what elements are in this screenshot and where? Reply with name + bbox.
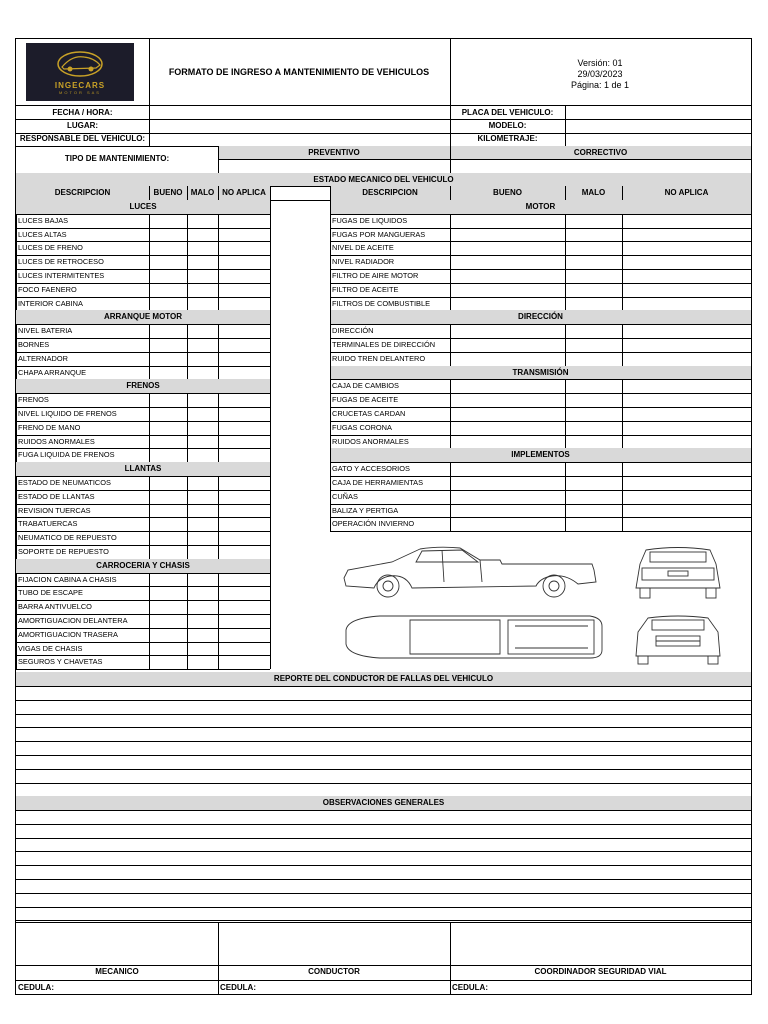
bueno-checkbox[interactable] — [451, 463, 565, 476]
checklist-item-label: NIVEL BATERIA — [18, 326, 73, 336]
bueno-checkbox[interactable] — [150, 229, 187, 242]
malo-checkbox[interactable] — [188, 229, 218, 242]
no-aplica-checkbox[interactable] — [219, 532, 270, 545]
bueno-checkbox[interactable] — [451, 353, 565, 366]
bueno-checkbox[interactable] — [451, 270, 565, 283]
bueno-checkbox[interactable] — [150, 422, 187, 435]
lugar-field[interactable] — [150, 120, 450, 133]
malo-checkbox[interactable] — [566, 505, 622, 518]
malo-checkbox[interactable] — [566, 242, 622, 255]
no-aplica-checkbox[interactable] — [219, 491, 270, 504]
malo-checkbox[interactable] — [188, 215, 218, 228]
preventivo-label: PREVENTIVO — [308, 148, 360, 157]
conductor-signature-box[interactable] — [219, 923, 450, 965]
bueno-checkbox[interactable] — [150, 643, 187, 656]
estado-mecanico-title: ESTADO MECANICO DEL VEHICULO — [313, 175, 454, 184]
checklist-item-label: ESTADO DE LLANTAS — [18, 491, 95, 501]
grid-line — [751, 435, 752, 449]
no-aplica-checkbox[interactable] — [219, 339, 270, 352]
grid-line — [751, 407, 752, 421]
grid-line — [751, 283, 752, 297]
no-aplica-checkbox[interactable] — [623, 394, 751, 407]
no-aplica-checkbox[interactable] — [219, 436, 270, 449]
no-aplica-checkbox[interactable] — [623, 408, 751, 421]
bueno-checkbox[interactable] — [150, 339, 187, 352]
no-aplica-checkbox[interactable] — [219, 284, 270, 297]
bueno-checkbox[interactable] — [451, 284, 565, 297]
form-title: FORMATO DE INGRESO A MANTENIMIENTO DE VEHICULOS — [168, 67, 430, 77]
observaciones-text-area[interactable] — [16, 811, 751, 921]
no-aplica-checkbox[interactable] — [219, 587, 270, 600]
section-title-left_sections-2: FRENOS — [126, 381, 160, 391]
checklist-item-label: ALTERNADOR — [18, 353, 68, 363]
checklist-item-label: LUCES INTERMITENTES — [18, 271, 105, 280]
checklist-item-label: CUÑAS — [332, 491, 358, 501]
conductor-label: CONDUCTOR — [308, 967, 360, 976]
malo-checkbox[interactable] — [188, 629, 218, 642]
logo-tagline: MOTOR SAS — [59, 90, 101, 95]
checklist-item-label: FUGAS CORONA — [332, 422, 392, 432]
malo-checkbox[interactable] — [566, 284, 622, 297]
grid-line — [751, 269, 752, 283]
checklist-item-label: FRENO DE MANO — [18, 422, 81, 432]
section-title-left_sections-1: ARRANQUE MOTOR — [103, 312, 183, 322]
malo-checkbox[interactable] — [566, 353, 622, 366]
malo-checkbox[interactable] — [566, 408, 622, 421]
no-aplica-checkbox[interactable] — [219, 546, 270, 559]
left-col-no-aplica: NO APLICA — [222, 188, 266, 197]
no-aplica-checkbox[interactable] — [623, 463, 751, 476]
malo-checkbox[interactable] — [188, 242, 218, 255]
no-aplica-checkbox[interactable] — [219, 394, 270, 407]
checklist-item-label: SOPORTE DE REPUESTO — [18, 547, 109, 556]
malo-checkbox[interactable] — [188, 449, 218, 462]
grid-line — [751, 476, 752, 490]
malo-checkbox[interactable] — [566, 256, 622, 269]
no-aplica-checkbox[interactable] — [623, 298, 751, 311]
checklist-item-label: FOCO FAENERO — [18, 284, 77, 294]
car-logo-icon — [50, 49, 110, 79]
no-aplica-checkbox[interactable] — [623, 436, 751, 449]
grid-line — [751, 352, 752, 366]
bueno-checkbox[interactable] — [150, 408, 187, 421]
right-col-descripcion: DESCRIPCION — [362, 188, 418, 197]
malo-checkbox[interactable] — [188, 298, 218, 311]
bueno-checkbox[interactable] — [150, 574, 187, 587]
page-number: Página: 1 de 1 — [570, 80, 630, 90]
checklist-item-label: NIVEL RADIADOR — [332, 257, 395, 267]
bueno-checkbox[interactable] — [451, 298, 565, 311]
mecanico-signature-box[interactable] — [17, 923, 218, 965]
no-aplica-checkbox[interactable] — [623, 353, 751, 366]
bueno-checkbox[interactable] — [150, 601, 187, 614]
malo-checkbox[interactable] — [566, 463, 622, 476]
no-aplica-checkbox[interactable] — [623, 256, 751, 269]
malo-checkbox[interactable] — [188, 505, 218, 518]
checklist-item-label: TRABATUERCAS — [18, 519, 78, 529]
grid-line — [751, 324, 752, 338]
preventivo-check[interactable] — [219, 160, 450, 173]
no-aplica-checkbox[interactable] — [219, 270, 270, 283]
checklist-item-label: NIVEL DE ACEITE — [332, 243, 394, 253]
checklist-item-label: FUGAS DE ACEITE — [332, 395, 399, 405]
checklist-item-label: FIJACION CABINA A CHASIS — [18, 574, 117, 584]
malo-checkbox[interactable] — [188, 284, 218, 297]
checklist-item-label: GATO Y ACCESORIOS — [332, 464, 410, 474]
fecha-hora-label: FECHA / HORA: — [52, 108, 113, 117]
malo-checkbox[interactable] — [188, 477, 218, 490]
malo-checkbox[interactable] — [188, 601, 218, 614]
checklist-item-label: OPERACIÓN INVIERNO — [332, 519, 415, 529]
grid-line — [751, 255, 752, 269]
bueno-checkbox[interactable] — [451, 380, 565, 393]
no-aplica-checkbox[interactable] — [219, 353, 270, 366]
tipo-mantenimiento-label: TIPO DE MANTENIMIENTO: — [64, 154, 170, 163]
malo-checkbox[interactable] — [188, 532, 218, 545]
malo-checkbox[interactable] — [188, 518, 218, 531]
section-title-right_sections-2: TRANSMISIÓN — [512, 367, 569, 377]
bueno-checkbox[interactable] — [451, 518, 565, 531]
cedula-coordinador-label: CEDULA: — [452, 983, 488, 992]
bueno-checkbox[interactable] — [150, 546, 187, 559]
checklist-item-label: CAJA DE CAMBIOS — [332, 381, 399, 391]
malo-checkbox[interactable] — [188, 656, 218, 669]
checklist-item-label: REVISION TUERCAS — [18, 505, 91, 515]
section-title-right_sections-3: IMPLEMENTOS — [511, 450, 570, 460]
malo-checkbox[interactable] — [188, 615, 218, 628]
left-col-descripcion: DESCRIPCION — [54, 188, 111, 197]
kilometraje-label: KILOMETRAJE: — [477, 134, 538, 143]
grid-line — [751, 393, 752, 407]
checklist-item-label: INTERIOR CABINA — [18, 298, 83, 308]
bueno-checkbox[interactable] — [150, 436, 187, 449]
checklist-item-label: CHAPA ARRANQUE — [18, 367, 87, 377]
no-aplica-checkbox[interactable] — [219, 242, 270, 255]
no-aplica-checkbox[interactable] — [219, 505, 270, 518]
checklist-item-label: TUBO DE ESCAPE — [18, 588, 83, 598]
bueno-checkbox[interactable] — [150, 532, 187, 545]
bueno-checkbox[interactable] — [150, 587, 187, 600]
logo-brand-text: INGECARS — [54, 81, 106, 90]
no-aplica-checkbox[interactable] — [219, 629, 270, 642]
date-text: 29/03/2023 — [577, 69, 623, 79]
no-aplica-checkbox[interactable] — [623, 491, 751, 504]
right-col-bueno: BUENO — [493, 188, 522, 197]
bueno-checkbox[interactable] — [150, 491, 187, 504]
checklist-item-label: DIRECCIÓN — [332, 326, 374, 336]
mecanico-label: MECANICO — [95, 967, 139, 976]
grid-line — [751, 214, 752, 228]
malo-checkbox[interactable] — [188, 325, 218, 338]
grid-line — [751, 379, 752, 393]
checklist-item-label: LUCES BAJAS — [18, 215, 69, 225]
malo-checkbox[interactable] — [566, 325, 622, 338]
checklist-item-label: FUGA LIQUIDA DE FRENOS — [18, 450, 115, 460]
no-aplica-checkbox[interactable] — [623, 339, 751, 352]
no-aplica-checkbox[interactable] — [219, 449, 270, 462]
no-aplica-checkbox[interactable] — [219, 256, 270, 269]
checklist-item-label: BORNES — [18, 340, 50, 349]
checklist-item-label: ESTADO DE NEUMATICOS — [18, 478, 111, 487]
bueno-checkbox[interactable] — [451, 242, 565, 255]
bueno-checkbox[interactable] — [150, 394, 187, 407]
bueno-checkbox[interactable] — [150, 284, 187, 297]
malo-checkbox[interactable] — [566, 380, 622, 393]
malo-checkbox[interactable] — [566, 436, 622, 449]
bueno-checkbox[interactable] — [451, 394, 565, 407]
grid-line — [751, 517, 752, 531]
malo-checkbox[interactable] — [566, 229, 622, 242]
no-aplica-checkbox[interactable] — [219, 367, 270, 380]
section-title-right_sections-1: DIRECCIÓN — [518, 312, 563, 322]
section-title-right_sections-0: MOTOR — [525, 202, 556, 211]
lugar-label: LUGAR: — [66, 121, 99, 130]
malo-checkbox[interactable] — [188, 587, 218, 600]
grid-line — [751, 297, 752, 311]
malo-checkbox[interactable] — [566, 518, 622, 531]
bueno-checkbox[interactable] — [451, 436, 565, 449]
placa-field[interactable] — [566, 106, 751, 119]
malo-checkbox[interactable] — [188, 270, 218, 283]
section-title-left_sections-0: LUCES — [129, 202, 157, 211]
no-aplica-checkbox[interactable] — [219, 298, 270, 311]
malo-checkbox[interactable] — [566, 491, 622, 504]
pickup-side-view-icon — [344, 547, 596, 597]
grid-line — [330, 531, 751, 532]
no-aplica-checkbox[interactable] — [623, 284, 751, 297]
checklist-item-label: FUGAS POR MANGUERAS — [332, 229, 426, 239]
bueno-checkbox[interactable] — [451, 505, 565, 518]
grid-line — [330, 200, 331, 531]
grid-line — [751, 228, 752, 242]
placa-label: PLACA DEL VEHICULO: — [461, 108, 554, 117]
malo-checkbox[interactable] — [188, 422, 218, 435]
malo-checkbox[interactable] — [188, 353, 218, 366]
malo-checkbox[interactable] — [566, 215, 622, 228]
right-col-malo: MALO — [581, 188, 606, 197]
malo-checkbox[interactable] — [188, 491, 218, 504]
checklist-item-label: CAJA DE HERRAMIENTAS — [332, 478, 424, 487]
grid-line — [751, 186, 752, 200]
checklist-item-label: FILTRO DE AIRE MOTOR — [332, 271, 419, 280]
grid-line — [751, 338, 752, 352]
checklist-item-label: BALIZA Y PERTIGA — [332, 505, 399, 515]
malo-checkbox[interactable] — [566, 270, 622, 283]
coordinador-label: COORDINADOR SEGURIDAD VIAL — [534, 967, 667, 976]
modelo-field[interactable] — [566, 120, 751, 133]
checklist-item-label: RUIDO TREN DELANTERO — [332, 353, 426, 363]
checklist-item-label: LUCES DE RETROCESO — [18, 257, 104, 267]
grid-line — [751, 462, 752, 476]
malo-checkbox[interactable] — [188, 574, 218, 587]
no-aplica-checkbox[interactable] — [219, 643, 270, 656]
responsable-label: RESPONSABLE DEL VEHICULO: — [19, 134, 146, 143]
section-title-left_sections-4: CARROCERIA Y CHASIS — [96, 560, 190, 570]
no-aplica-checkbox[interactable] — [219, 656, 270, 669]
reporte-text-area[interactable] — [16, 687, 751, 796]
bueno-checkbox[interactable] — [150, 270, 187, 283]
no-aplica-checkbox[interactable] — [219, 615, 270, 628]
grid-line — [751, 421, 752, 435]
no-aplica-checkbox[interactable] — [219, 325, 270, 338]
grid-line — [751, 504, 752, 518]
bueno-checkbox[interactable] — [150, 505, 187, 518]
malo-checkbox[interactable] — [566, 477, 622, 490]
no-aplica-checkbox[interactable] — [219, 422, 270, 435]
bueno-checkbox[interactable] — [150, 256, 187, 269]
no-aplica-checkbox[interactable] — [219, 215, 270, 228]
checklist-item-label: FRENOS — [18, 395, 49, 405]
no-aplica-checkbox[interactable] — [623, 325, 751, 338]
cedula-conductor-label: CEDULA: — [220, 983, 256, 992]
observaciones-title: OBSERVACIONES GENERALES — [322, 798, 445, 807]
grid-line — [149, 39, 150, 105]
checklist-item-label: LUCES ALTAS — [18, 229, 67, 239]
grid-line — [270, 186, 271, 200]
bueno-checkbox[interactable] — [150, 656, 187, 669]
no-aplica-checkbox[interactable] — [623, 270, 751, 283]
no-aplica-checkbox[interactable] — [623, 422, 751, 435]
left-col-bueno: BUENO — [153, 188, 183, 197]
bueno-checkbox[interactable] — [150, 353, 187, 366]
grid-line — [270, 200, 271, 669]
pickup-front-view-icon — [636, 616, 720, 664]
checklist-item-label: NIVEL LIQUIDO DE FRENOS — [18, 409, 117, 418]
grid-line — [751, 241, 752, 255]
malo-checkbox[interactable] — [566, 339, 622, 352]
checklist-item-label: CRUCETAS CARDAN — [332, 409, 406, 418]
no-aplica-checkbox[interactable] — [219, 518, 270, 531]
bueno-checkbox[interactable] — [150, 325, 187, 338]
section-title-left_sections-3: LLANTAS — [124, 464, 162, 474]
bueno-checkbox[interactable] — [451, 422, 565, 435]
checklist-item-label: FILTRO DE ACEITE — [332, 284, 399, 294]
left-col-malo: MALO — [190, 188, 215, 197]
no-aplica-checkbox[interactable] — [623, 242, 751, 255]
bueno-checkbox[interactable] — [150, 449, 187, 462]
company-logo — [26, 43, 134, 101]
no-aplica-checkbox[interactable] — [623, 215, 751, 228]
checklist-item-label: NEUMATICO DE REPUESTO — [18, 533, 117, 543]
correctivo-label: CORRECTIVO — [573, 148, 628, 157]
bueno-checkbox[interactable] — [451, 215, 565, 228]
checklist-item-label: RUIDOS ANORMALES — [332, 436, 409, 446]
bueno-checkbox[interactable] — [150, 629, 187, 642]
grid-line — [16, 669, 270, 670]
reporte-conductor-title: REPORTE DEL CONDUCTOR DE FALLAS DEL VEHICULO — [273, 674, 494, 683]
bueno-checkbox[interactable] — [451, 477, 565, 490]
no-aplica-checkbox[interactable] — [219, 229, 270, 242]
checklist-item-label: TERMINALES DE DIRECCIÓN — [332, 340, 436, 349]
malo-checkbox[interactable] — [188, 256, 218, 269]
malo-checkbox[interactable] — [188, 394, 218, 407]
pickup-rear-view-icon — [636, 548, 720, 599]
checklist-item-label: RUIDOS ANORMALES — [18, 436, 95, 446]
grid-line — [450, 39, 451, 105]
right-col-no-aplica: NO APLICA — [664, 188, 709, 197]
no-aplica-checkbox[interactable] — [623, 477, 751, 490]
checklist-item-label: FILTROS DE COMBUSTIBLE — [332, 298, 431, 308]
no-aplica-checkbox[interactable] — [219, 477, 270, 490]
checklist-item-label: LUCES DE FRENO — [18, 243, 83, 253]
no-aplica-checkbox[interactable] — [623, 380, 751, 393]
cedula-mecanico-label: CEDULA: — [18, 983, 54, 992]
malo-checkbox[interactable] — [188, 436, 218, 449]
checklist-item-label: AMORTIGUACION TRASERA — [18, 629, 118, 639]
malo-checkbox[interactable] — [188, 546, 218, 559]
pickup-top-view-icon — [346, 616, 602, 658]
malo-checkbox[interactable] — [188, 367, 218, 380]
bueno-checkbox[interactable] — [150, 477, 187, 490]
coordinador-signature-box[interactable] — [451, 923, 751, 965]
bueno-checkbox[interactable] — [451, 339, 565, 352]
grid-line — [751, 490, 752, 504]
checklist-item-label: AMORTIGUACION DELANTERA — [18, 616, 128, 625]
bueno-checkbox[interactable] — [451, 325, 565, 338]
bueno-checkbox[interactable] — [150, 367, 187, 380]
fecha-hora-field[interactable] — [150, 106, 450, 119]
bueno-checkbox[interactable] — [150, 242, 187, 255]
no-aplica-checkbox[interactable] — [219, 601, 270, 614]
bueno-checkbox[interactable] — [150, 298, 187, 311]
malo-checkbox[interactable] — [188, 408, 218, 421]
malo-checkbox[interactable] — [566, 298, 622, 311]
bueno-checkbox[interactable] — [150, 518, 187, 531]
version-text: Versión: 01 — [577, 58, 623, 68]
no-aplica-checkbox[interactable] — [219, 574, 270, 587]
no-aplica-checkbox[interactable] — [623, 505, 751, 518]
bueno-checkbox[interactable] — [150, 615, 187, 628]
correctivo-check[interactable] — [451, 160, 751, 173]
checklist-item-label: FUGAS DE LIQUIDOS — [332, 215, 408, 225]
no-aplica-checkbox[interactable] — [623, 229, 751, 242]
document-meta — [450, 58, 750, 91]
checklist-item-label: SEGUROS Y CHAVETAS — [18, 657, 103, 667]
no-aplica-checkbox[interactable] — [219, 408, 270, 421]
no-aplica-checkbox[interactable] — [623, 518, 751, 531]
kilometraje-field[interactable] — [566, 134, 751, 146]
bueno-checkbox[interactable] — [451, 408, 565, 421]
bueno-checkbox[interactable] — [451, 229, 565, 242]
checklist-item-label: VIGAS DE CHASIS — [18, 643, 83, 653]
malo-checkbox[interactable] — [566, 394, 622, 407]
malo-checkbox[interactable] — [188, 339, 218, 352]
responsable-field[interactable] — [150, 134, 450, 146]
bueno-checkbox[interactable] — [451, 256, 565, 269]
vehicle-diagram — [330, 536, 750, 670]
malo-checkbox[interactable] — [566, 422, 622, 435]
checklist-item-label: BARRA ANTIVUELCO — [18, 602, 92, 612]
bueno-checkbox[interactable] — [150, 215, 187, 228]
bueno-checkbox[interactable] — [451, 491, 565, 504]
malo-checkbox[interactable] — [188, 643, 218, 656]
modelo-label: MODELO: — [488, 121, 527, 130]
